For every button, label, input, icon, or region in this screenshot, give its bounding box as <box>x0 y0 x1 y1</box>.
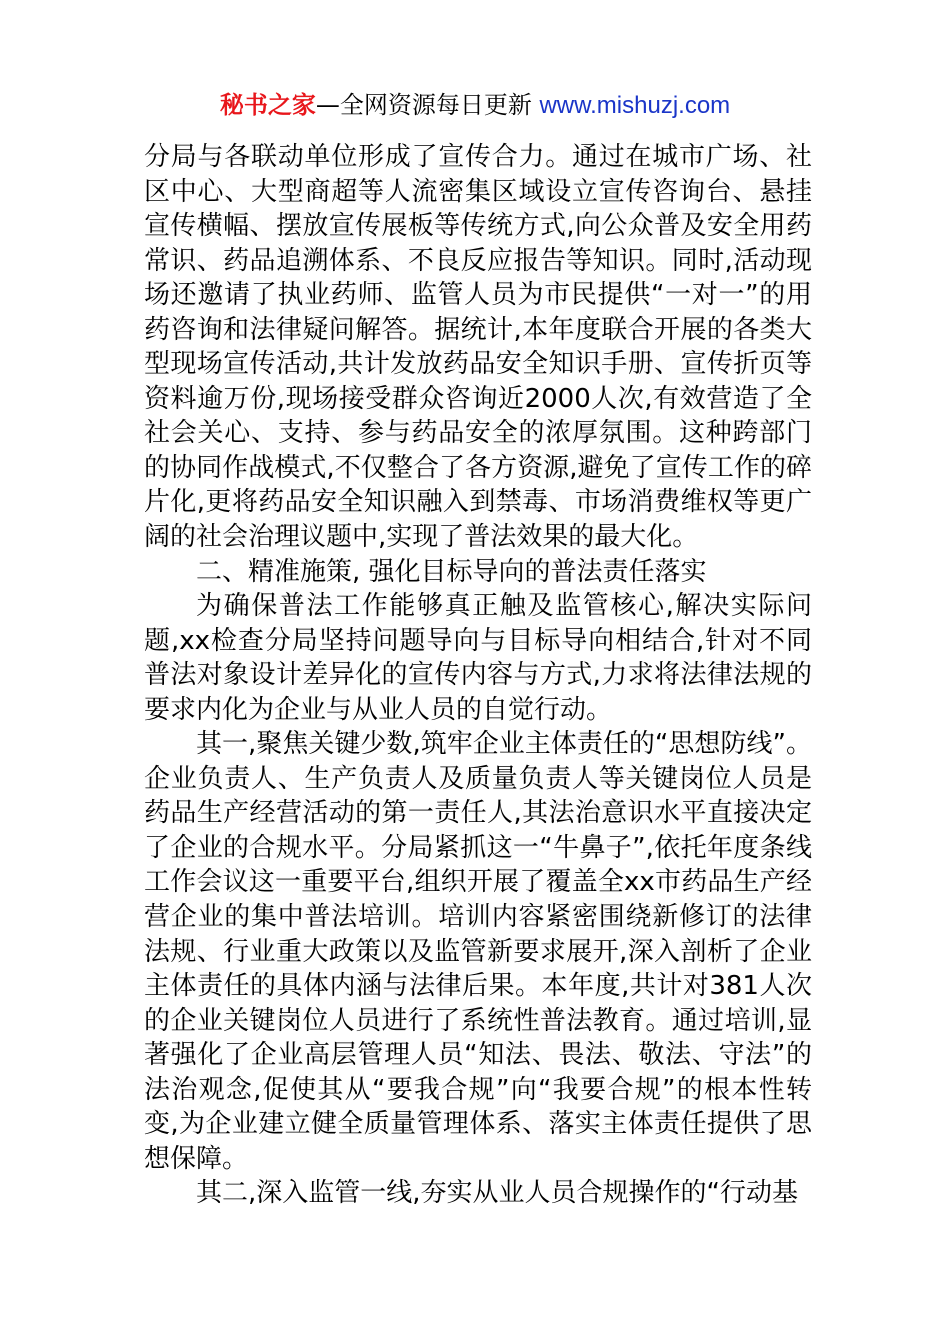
section-heading: 二、精准施策, 强化目标导向的普法责任落实 <box>196 556 707 587</box>
site-url-link[interactable]: www.mishuzj.com <box>539 92 731 119</box>
paragraph: 其一,聚焦关键少数,筑牢企业主体责任的“思想防线”。企业负责人、生产负责人及质量负责人等关键岗位人员是药品生产经营活动的第一责任人,其法治意识水平直接决定了企业的合规水平。分局紧抓这一“牛鼻子”,依托年度条线工作会议这一重要平台,组织开展了覆盖全xx市药品生产经营企业的集中普法培训。培训内容紧密围绕新修订的法律法规、行业重大政策以及监管新要求展开,深入剖析了企业主体责任的具体内涵与法律后果。本年度,共计对381人次的企业关键岗位人员进行了系统性普法教育。通过培训,显著强化了企业高层管理人员“知法、畏法、敬法、守法”的法治观念,促使其从“要我合规”向“我要合规”的根本性转变,为企业建立健全质量管理体系、落实主体责任提供了思想保障。 <box>144 729 812 1174</box>
header-tagline: —全网资源每日更新 <box>315 91 532 119</box>
document-body <box>144 140 812 1211</box>
brand-name: 秘书之家 <box>219 91 316 119</box>
paragraph-truncated: 其二,深入监管一线,夯实从业人员合规操作的“行动基 <box>196 1178 798 1209</box>
paragraph-continued: 分局与各联动单位形成了宣传合力。通过在城市广场、社区中心、大型商超等人流密集区域设立宣传咨询台、悬挂宣传横幅、摆放宣传展板等传统方式,向公众普及安全用药常识、药品追溯体系、不良反应报告等知识。同时,活动现场还邀请了执业药师、监管人员为市民提供“一对一”的用药咨询和法律疑问解答。据统计,本年度联合开展的各类大型现场宣传活动,共计发放药品安全知识手册、宣传折页等资料逾万份,现场接受群众咨询近2000人次,有效营造了全社会关心、支持、参与药品安全的浓厚氛围。这种跨部门的协同作战模式,不仅整合了各方资源,避免了宣传工作的碎片化,更将药品安全知识融入到禁毒、市场消费维权等更广阔的社会治理议题中,实现了普法效果的最大化。 <box>144 142 812 553</box>
page-header <box>0 88 950 123</box>
paragraph: 为确保普法工作能够真正触及监管核心,解决实际问题,xx检查分局坚持问题导向与目标导向相结合,针对不同普法对象设计差异化的宣传内容与方式,力求将法律法规的要求内化为企业与从业人员的自觉行动。 <box>144 591 812 725</box>
